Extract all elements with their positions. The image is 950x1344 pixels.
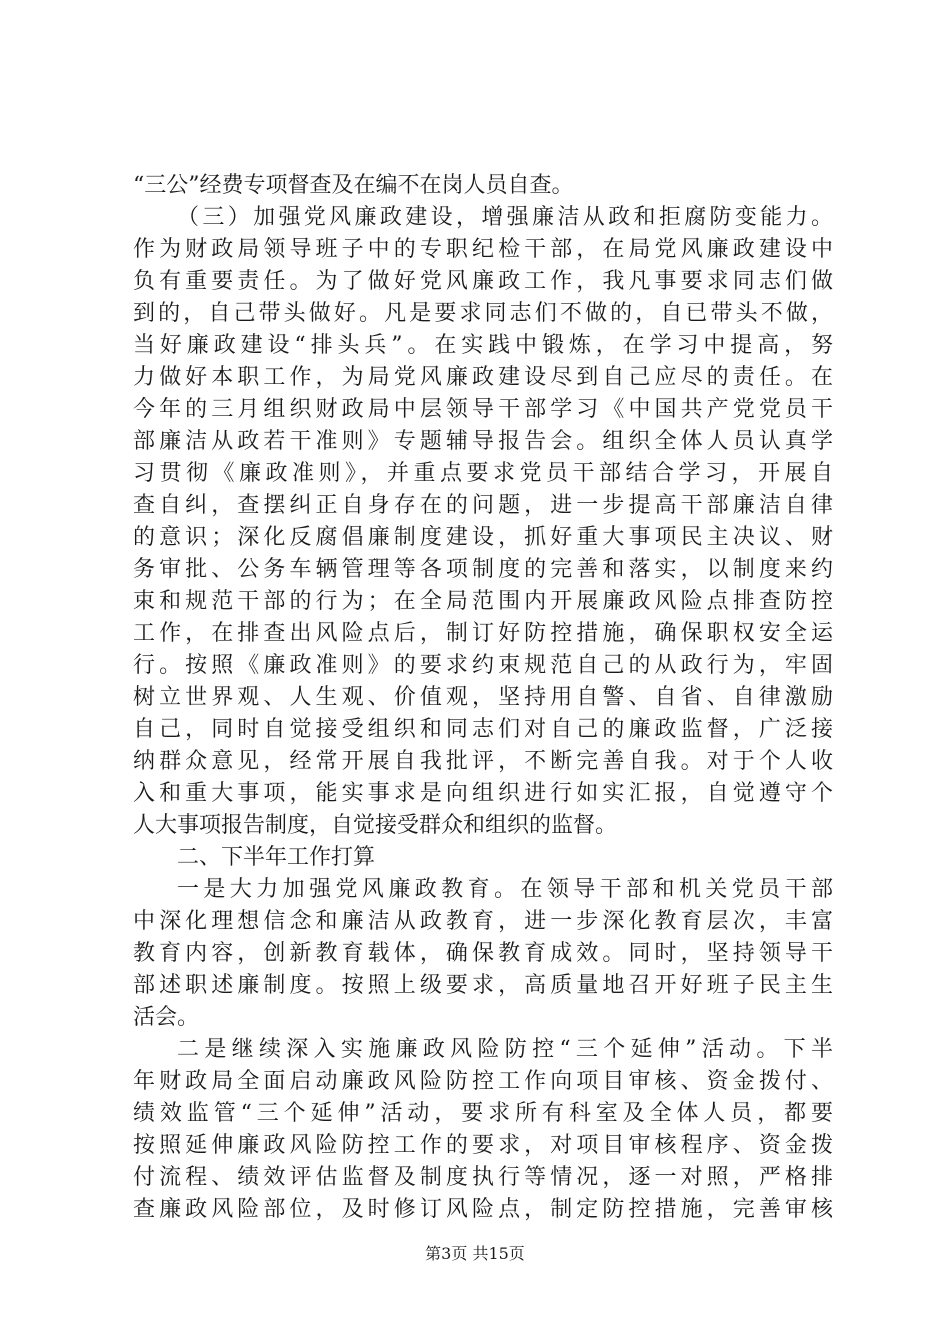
text-line: 二是继续深入实施廉政风险防控“三个延伸”活动。下半 xyxy=(177,1037,833,1062)
text-line: 力做好本职工作，为局党风廉政建设尽到自己应尽的责任。在 xyxy=(133,365,833,390)
text-line: 纳群众意见，经常开展自我批评，不断完善自我。对于个人收 xyxy=(133,749,833,774)
text-line: 行。按照《廉政准则》的要求约束规范自己的从政行为，牢固 xyxy=(133,653,833,678)
text-line: 部廉洁从政若干准则》专题辅导报告会。组织全体人员认真学 xyxy=(133,429,833,454)
text-line: 活会。 xyxy=(133,1005,200,1030)
text-line: 按照延伸廉政风险防控工作的要求，对项目审核程序、资金拨 xyxy=(133,1133,833,1158)
text-line: 作为财政局领导班子中的专职纪检干部，在局党风廉政建设中 xyxy=(133,237,833,262)
text-line: 一是大力加强党风廉政教育。在领导干部和机关党员干部 xyxy=(177,877,833,902)
text-line: 到的，自己带头做好。凡是要求同志们不做的，自已带头不做， xyxy=(133,301,833,326)
text-line: 付流程、绩效评估监督及制度执行等情况，逐一对照，严格排 xyxy=(133,1165,833,1190)
text-line: 束和规范干部的行为；在全局范围内开展廉政风险点排查防控 xyxy=(133,589,833,614)
text-line: 的意识；深化反腐倡廉制度建设，抓好重大事项民主决议、财 xyxy=(133,525,833,550)
text-line: 教育内容，创新教育载体，确保教育成效。同时，坚持领导干 xyxy=(133,941,833,966)
text-line: 入和重大事项，能实事求是向组织进行如实汇报，自觉遵守个 xyxy=(133,781,833,806)
text-line: 中深化理想信念和廉洁从政教育，进一步深化教育层次，丰富 xyxy=(133,909,833,934)
text-line: 部述职述廉制度。按照上级要求，高质量地召开好班子民主生 xyxy=(133,973,833,998)
text-line: “三公”经费专项督查及在编不在岗人员自查。 xyxy=(133,173,574,198)
text-line: 二、下半年工作打算 xyxy=(177,845,376,870)
text-line: 务审批、公务车辆管理等各项制度的完善和落实，以制度来约 xyxy=(133,557,833,582)
text-line: 当好廉政建设“排头兵”。在实践中锻炼，在学习中提高，努 xyxy=(133,333,833,358)
text-line: 自己，同时自觉接受组织和同志们对自己的廉政监督，广泛接 xyxy=(133,717,833,742)
text-line: 习贯彻《廉政准则》，并重点要求党员干部结合学习，开展自 xyxy=(133,461,833,486)
text-line: 负有重要责任。为了做好党风廉政工作，我凡事要求同志们做 xyxy=(133,269,833,294)
page-number: 第3页 共15页 xyxy=(425,1244,525,1263)
text-line: 工作，在排查出风险点后，制订好防控措施，确保职权安全运 xyxy=(133,621,833,646)
body-text xyxy=(133,170,833,1226)
text-line: 查廉政风险部位，及时修订风险点，制定防控措施，完善审核 xyxy=(133,1197,833,1222)
text-line: 树立世界观、人生观、价值观，坚持用自警、自省、自律激励 xyxy=(133,685,833,710)
text-line: 绩效监管“三个延伸”活动，要求所有科室及全体人员，都要 xyxy=(133,1101,833,1126)
text-line: 人大事项报告制度，自觉接受群众和组织的监督。 xyxy=(133,813,618,838)
text-line: 查自纠，查摆纠正自身存在的问题，进一步提高干部廉洁自律 xyxy=(133,493,833,518)
text-line: 年财政局全面启动廉政风险防控工作向项目审核、资金拨付、 xyxy=(133,1069,833,1094)
text-line: 今年的三月组织财政局中层领导干部学习《中国共产党党员干 xyxy=(133,397,833,422)
text-line: （三）加强党风廉政建设，增强廉洁从政和拒腐防变能力。 xyxy=(177,205,833,230)
